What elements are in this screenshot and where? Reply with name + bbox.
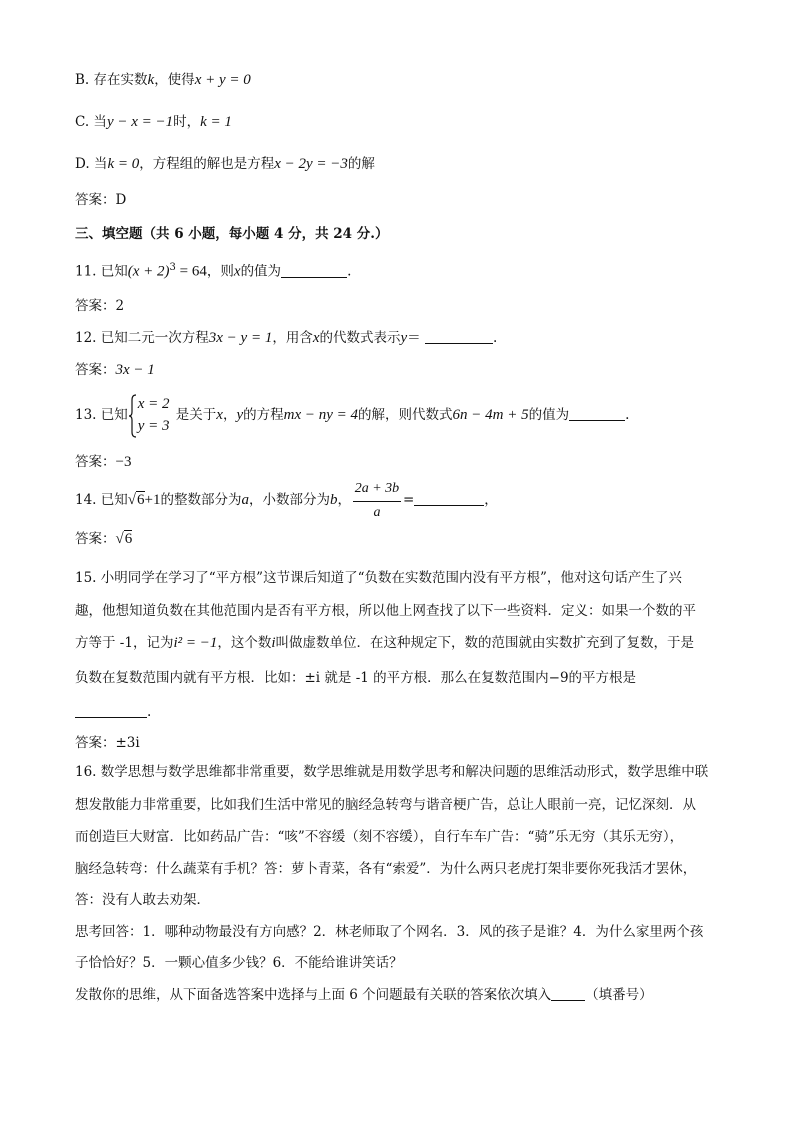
question-16-line-7: 子恰恰好？5．一颗心值多少钱？6．不能给谁讲笑话？: [75, 955, 403, 971]
question-11: [75, 258, 351, 282]
question-13: [75, 393, 629, 438]
option-d-text: D. 当: [75, 156, 108, 172]
option-b-text: B. 存在实数: [75, 72, 148, 88]
question-16-line-8: [75, 985, 653, 1005]
question-16-line-2: 想发散能力非常重要，比如我们生活中常见的脑经急转弯与谐音梗广告，总让人眼前一亮，记忆深刻．从: [75, 797, 696, 813]
option-d: [75, 154, 375, 174]
q13-x: x: [216, 407, 223, 423]
answer-13: [75, 452, 131, 472]
q15-i: i: [271, 635, 276, 651]
q14-eq: =: [402, 492, 415, 508]
section-heading: 三、填空题（共 6 小题，每小题 4 分，共 24 分.）: [75, 226, 389, 242]
q16-pre: 发散你的思维，从下面备选答案中选择与上面 6 个问题最有关联的答案依次填入: [75, 987, 552, 1003]
answer-10: 答案：D: [75, 192, 127, 208]
q12-end: .: [492, 330, 498, 346]
q14-mid2: ，小数部分为: [248, 492, 330, 508]
q13-post: 的值为: [528, 407, 570, 423]
brace-icon: [128, 394, 138, 438]
option-c-text: C. 当: [75, 114, 107, 130]
sqrt: [116, 529, 133, 549]
option-c-expr: y − x = −1: [106, 114, 174, 130]
answer-14: [75, 529, 132, 549]
fraction-bar: [353, 501, 401, 502]
radicand: 6: [137, 492, 145, 508]
q11-x: x: [233, 263, 241, 280]
answer-blank: [551, 986, 585, 1001]
q14-pre: 14. 已知: [75, 492, 128, 508]
var-k: k: [147, 72, 155, 88]
q12-x: x: [312, 330, 320, 346]
radical-icon: √: [127, 492, 136, 508]
q15-post: 叫做虚数单位．在这种规定下，数的范围就由实数扩充到了复数，于是: [275, 635, 695, 651]
q15-end: .: [147, 704, 152, 720]
question-16-line-3: 而创造巨大财富．比如药品广告：“咳”不容缓（刻不容缓），自行车车广告：“骑”乐无穷（其乐无穷），: [75, 829, 684, 845]
system-row-2: y = 3: [137, 417, 170, 434]
question-16-line-1: 16. 数学思想与数学思维都非常重要，数学思维就是用数学思考和解决问题的思维活动形式，数学思维中联: [75, 764, 709, 780]
q13-mid3: 的解，则代数式: [358, 407, 453, 423]
q12-eq: ＝: [407, 330, 421, 346]
q11-expr2: = 64: [175, 263, 207, 280]
question-16-line-6: 思考回答：1．哪种动物最没有方向感？2．林老师取了个网名．3．风的孩子是谁？4．为什么家里两个孩: [75, 924, 704, 940]
q11-post: 的值为: [240, 263, 282, 280]
radical-icon: √: [115, 531, 124, 547]
question-15-line-4: 负数在复数范围内就有平方根．比如：±i 就是 -1 的平方根．那么在复数范围内−9的平方根是: [75, 670, 637, 686]
q12-y: y: [400, 330, 408, 346]
q13-expr: mx − ny = 4: [283, 407, 359, 423]
q12-mid2: 的代数式表示: [319, 330, 401, 346]
q12-expr: 3x − y = 1: [208, 330, 273, 346]
fraction-denominator: a: [373, 504, 381, 520]
answer-blank: [414, 491, 484, 506]
answer-11: 答案：2: [75, 298, 125, 314]
option-b-expr: x + y = 0: [194, 72, 251, 88]
option-b: [75, 70, 251, 90]
q11-pre: 11. 已知: [75, 263, 128, 280]
question-14: [75, 478, 498, 523]
fraction-numerator: 2a + 3b: [354, 480, 400, 496]
q13-end: .: [625, 407, 630, 423]
question-12: [75, 328, 497, 348]
option-d-mid: ，方程组的解也是方程: [139, 156, 275, 172]
question-16-line-4: 脑经急转弯：什么蔬菜有手机？答：萝卜青菜，各有“索爱”．为什么两只老虎打架非要你死我活才罢休，: [75, 861, 697, 877]
q14-end: ，: [484, 492, 498, 508]
equation-system: [128, 394, 176, 438]
q14-plus: +1: [144, 492, 161, 508]
option-d-post: 的解: [347, 156, 375, 172]
q14-mid: 的整数部分为: [160, 492, 242, 508]
q12-pre: 12. 已知二元一次方程: [75, 330, 209, 346]
radicand: 6: [124, 531, 133, 547]
option-d-expr: x − 2y = −3: [274, 156, 348, 172]
option-c-mid: 时，: [173, 114, 201, 130]
q15-mid: ，这个数: [217, 635, 272, 651]
option-c: [75, 112, 232, 132]
a14-pre: 答案：: [75, 531, 116, 547]
answer-blank: [281, 263, 347, 278]
system-row-1: x = 2: [137, 395, 170, 412]
q14-a: a: [241, 492, 249, 508]
a12-pre: 答案：: [75, 362, 116, 378]
q11-end: .: [347, 263, 352, 280]
option-c-k: k = 1: [200, 114, 232, 130]
q13-expr2: 6n − 4m + 5: [452, 407, 529, 423]
q13-y: y: [236, 407, 244, 423]
question-15-line-1: 15. 小明同学在学习了“平方根”这节课后知道了“负数在实数范围内没有平方根”，他对这句话产生了兴: [75, 570, 682, 586]
option-b-mid: ，使得: [154, 72, 195, 88]
q13-mid2: 的方程: [243, 407, 284, 423]
q16-post: （填番号）: [585, 987, 653, 1003]
sqrt: [128, 478, 145, 522]
q13-pre: 13. 已知: [75, 407, 128, 423]
fraction: [351, 479, 403, 523]
q14-comma: ，: [337, 492, 351, 508]
a13-pre: 答案：: [75, 454, 116, 470]
q11-mid: ，则: [206, 263, 234, 280]
q14-b: b: [329, 492, 338, 508]
q12-mid: ，用含: [272, 330, 313, 346]
question-16-line-5: 答：没有人敢去劝架．: [75, 892, 210, 908]
question-15-line-2: 趣，他想知道负数在其他范围内是否有平方根，所以他上网查找了以下一些资料．定义：如果一个数的平: [75, 603, 696, 619]
q13-comma: ，: [222, 407, 237, 423]
q11-exponent: 3: [169, 262, 176, 273]
answer-blank: [75, 703, 147, 718]
answer-12: [75, 360, 155, 380]
option-d-k: k = 0: [107, 156, 140, 172]
question-15-line-5: [75, 702, 151, 722]
question-15-line-3: [75, 633, 694, 653]
answer-15: 答案：±3i: [75, 735, 140, 751]
answer-blank: [569, 406, 625, 421]
answer-blank: [425, 329, 493, 344]
a13-expr: −3: [115, 454, 132, 470]
q13-mid: 是关于: [175, 407, 217, 423]
q15-expr: i² = −1: [173, 635, 218, 651]
q11-expr: (x + 2): [127, 263, 170, 280]
q15-pre: 方等于 -1，记为: [75, 635, 174, 651]
a12-expr: 3x − 1: [115, 362, 155, 378]
